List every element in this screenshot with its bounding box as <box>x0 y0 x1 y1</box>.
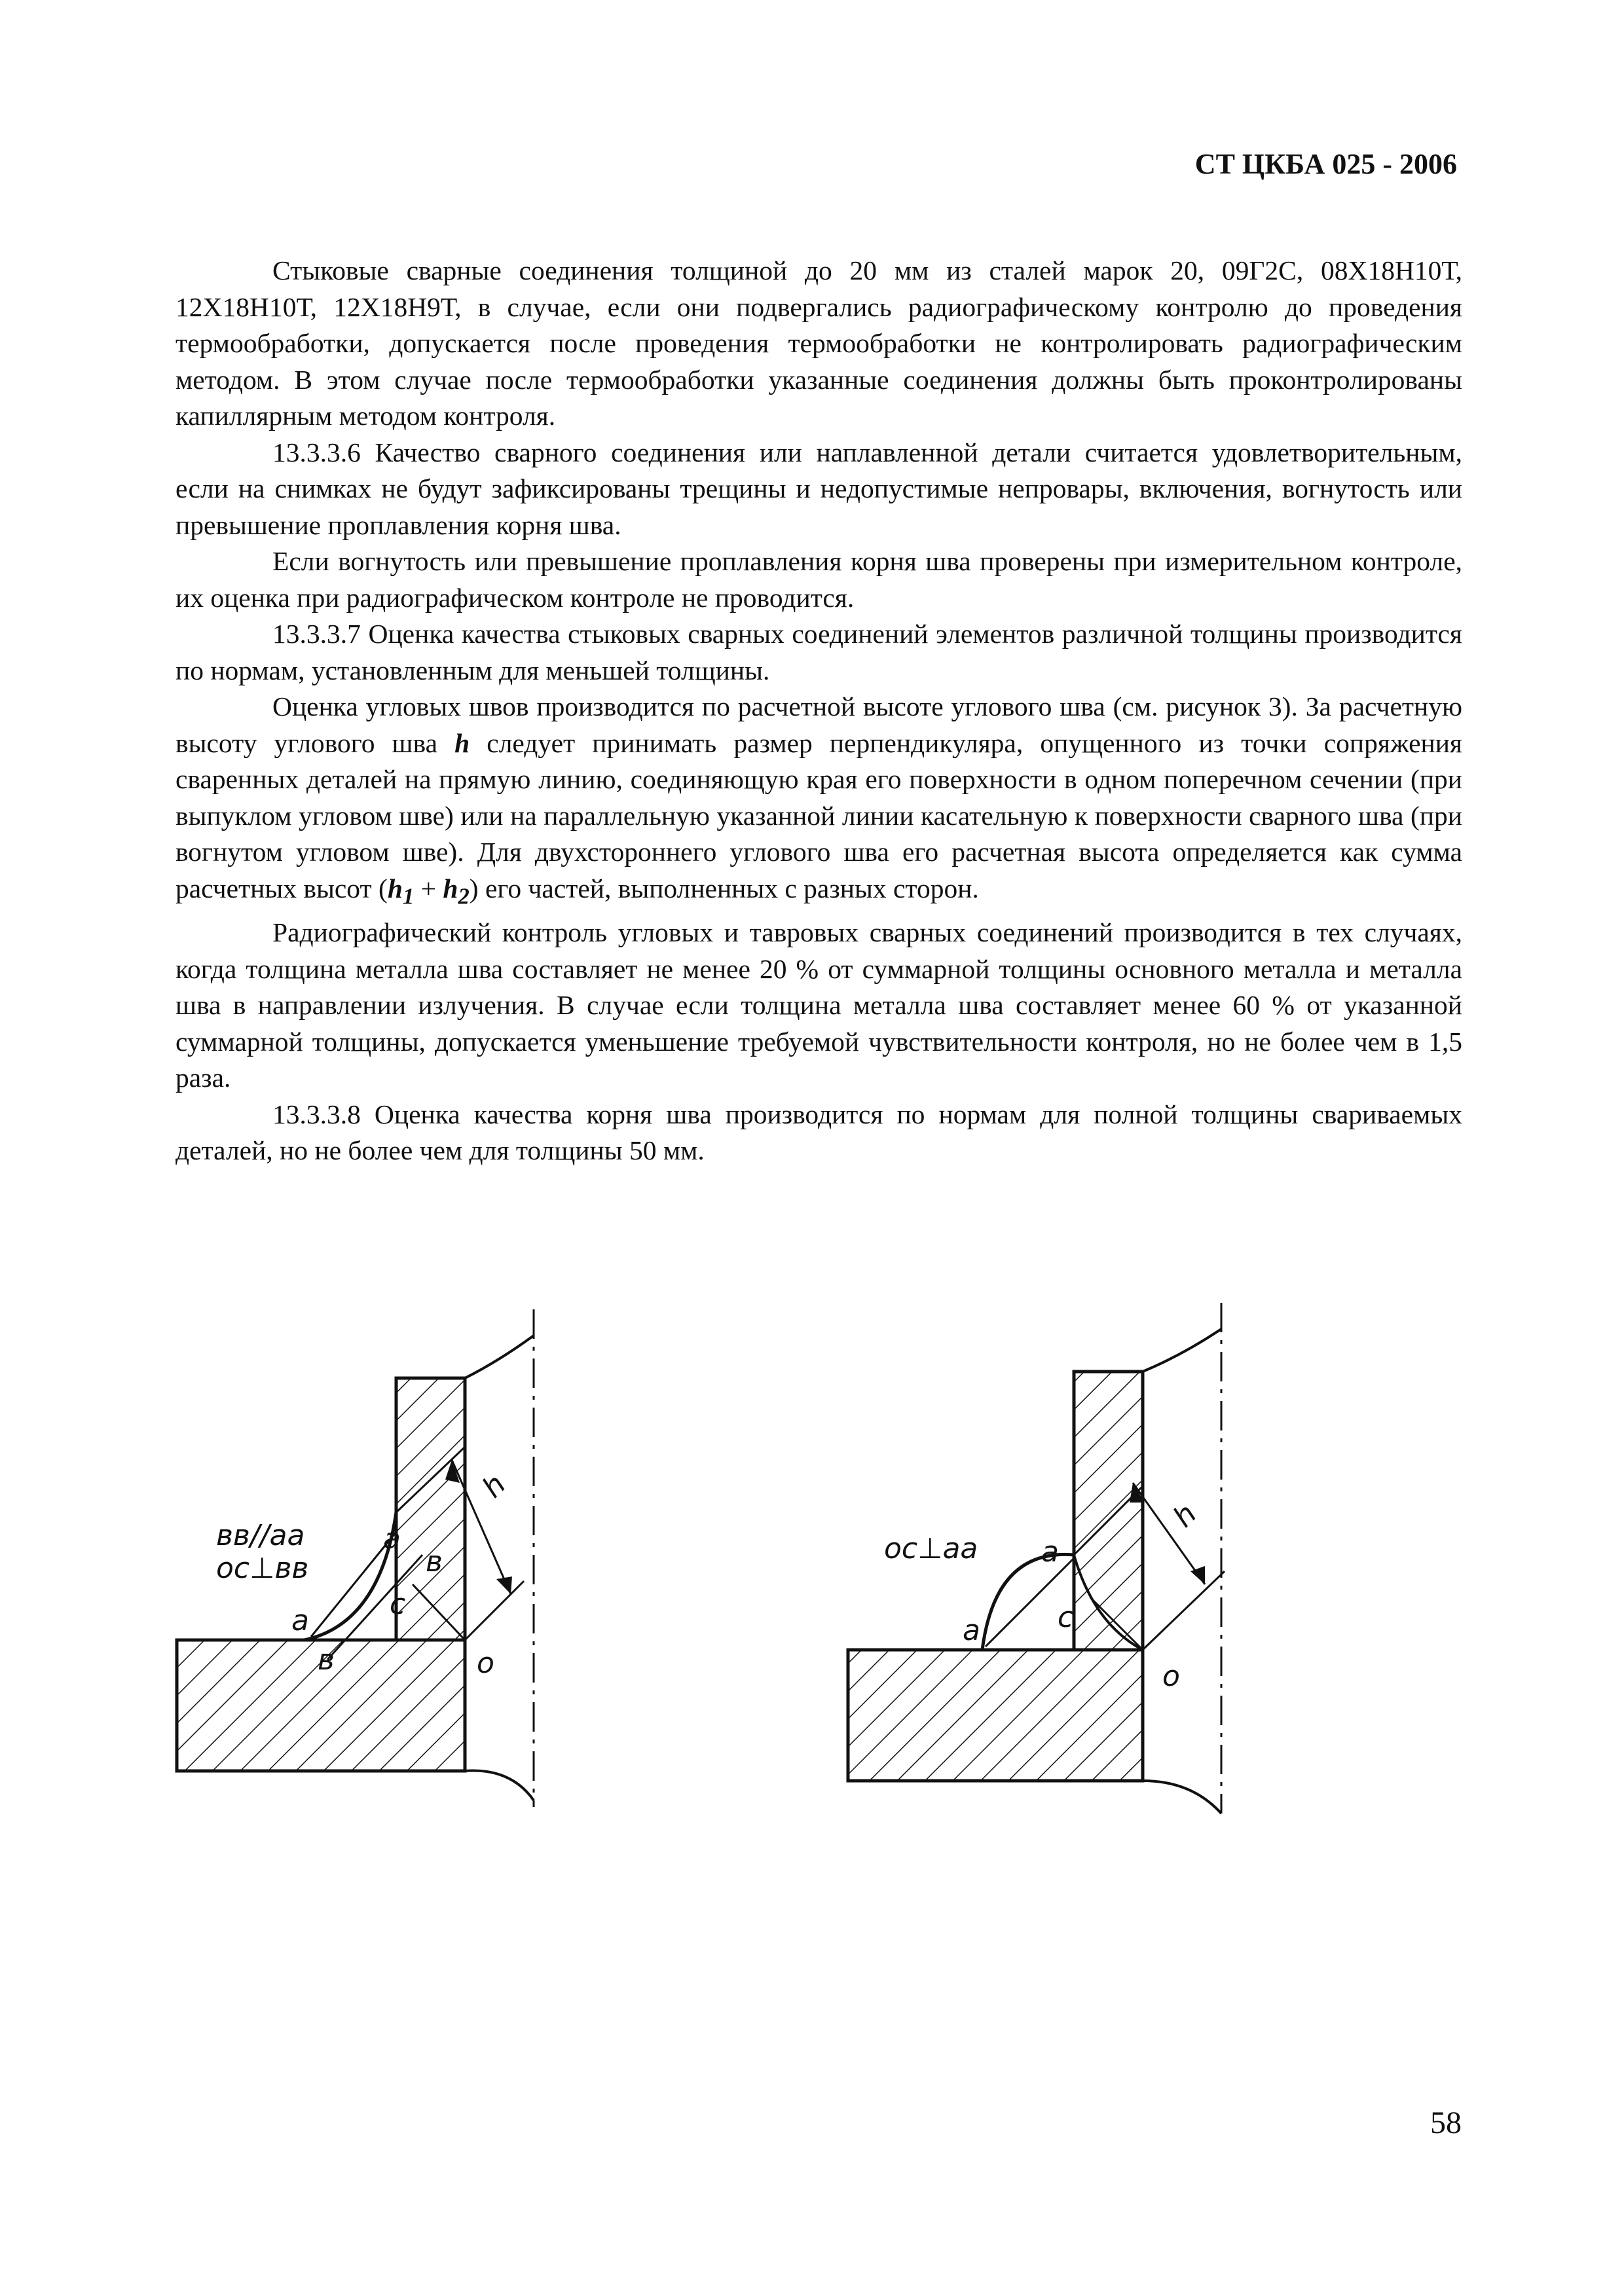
paragraph: 13.3.3.8 Оценка качества корня шва производится по нормам для полной толщины свариваемых деталей, но не более чем для толщины 50 мм. <box>175 1099 1462 1166</box>
right-weld-drawing <box>848 1303 1225 1813</box>
label-b: в <box>426 1545 443 1578</box>
label-o: о <box>477 1647 494 1680</box>
base-plate <box>848 1650 1143 1781</box>
paragraph: Если вогнутость или превышение проплавления корня шва проверены при измерительном контроле, их оценка при радиографическом контроле не проводится. <box>175 546 1462 613</box>
paragraph: Стыковые сварные соединения толщиной до 20 мм из сталей марок 20, 09Г2С, 08Х18Н10Т, 12Х18Н10Т, 12Х18Н9Т, в случае, если они подвергались радиографическому контролю до проведения термообработки, допускается после проведения термообработки не контролировать радиографическим методом. В этом случае после термообработки указанные соединения должны быть проконтролированы капиллярным методом контроля. <box>175 255 1462 431</box>
label-h: h <box>475 1467 513 1504</box>
document-code: СТ ЦКБА 025 - 2006 <box>1194 148 1457 180</box>
label-a: а <box>383 1522 401 1556</box>
concave-weld <box>304 1512 396 1640</box>
label-h: h <box>1166 1497 1204 1534</box>
vertical-plate <box>396 1378 465 1640</box>
symbol-h: h <box>454 727 470 758</box>
label-a: а <box>1041 1535 1059 1569</box>
paragraph-fillet-height: Оценка угловых швов производится по расчетной высоте углового шва (см. рисунок 3). За расчетную высоту углового шва h следует принимать размер перпендикуляра, опущенного из точки сопряжения сваренных деталей на прямую линию, соединяющую края его поверхности в одном поперечном сечении (при выпуклом угловом шве) или на параллельную указанной линии касательную к поверхности сварного шва (при вогнутом угловом шве). Для двухстороннего углового шва его расчетная высота определяется как сумма расчетных высот $(h_1 + h_2)$ его частей, выполненных с разных сторон. <box>175 691 1462 909</box>
label-note-parallel: вв//аа <box>216 1519 305 1552</box>
left-weld-drawing <box>177 1309 534 1807</box>
label-c: с <box>390 1588 406 1621</box>
paragraph: 13.3.3.6 Качество сварного соединения или наплавленной детали считается удовлетворительным, если на снимках не будут зафиксированы трещины и недопустимые непровары, включения, вогнутость или превышение проплавления корня шва. <box>175 437 1462 540</box>
label-note-perpendicular: ос⊥аа <box>884 1532 978 1565</box>
paragraph: 13.3.3.7 Оценка качества стыковых сварных соединений элементов различной толщины производится по нормам, установленным для меньшей толщины. <box>175 619 1462 685</box>
label-a: а <box>963 1614 980 1647</box>
label-note-perpendicular: ос⊥вв <box>216 1552 309 1585</box>
page-number: 58 <box>1430 2105 1462 2140</box>
text-body <box>175 253 1462 1169</box>
label-a: а <box>291 1604 309 1637</box>
label-c: с <box>1058 1601 1074 1634</box>
vertical-plate <box>1074 1372 1143 1650</box>
label-o: о <box>1162 1660 1180 1693</box>
label-b: в <box>318 1643 335 1677</box>
figure-fillet-weld-height <box>131 1296 1441 1853</box>
symbol-h1: $h_1$ <box>387 873 415 909</box>
paragraph: Радиографический контроль угловых и тавровых сварных соединений производится в тех случаях, когда толщина металла шва составляет не менее 20 % от суммарной толщины основного металла и металла шва в направлении излучения. В случае если толщина металла шва составляет менее 60 % от указанной суммарной толщины, допускается уменьшение требуемой чувствительности контроля, но не более чем в 1,5 раза. <box>175 917 1462 1093</box>
symbol-h2: $h_2$ <box>443 873 470 909</box>
